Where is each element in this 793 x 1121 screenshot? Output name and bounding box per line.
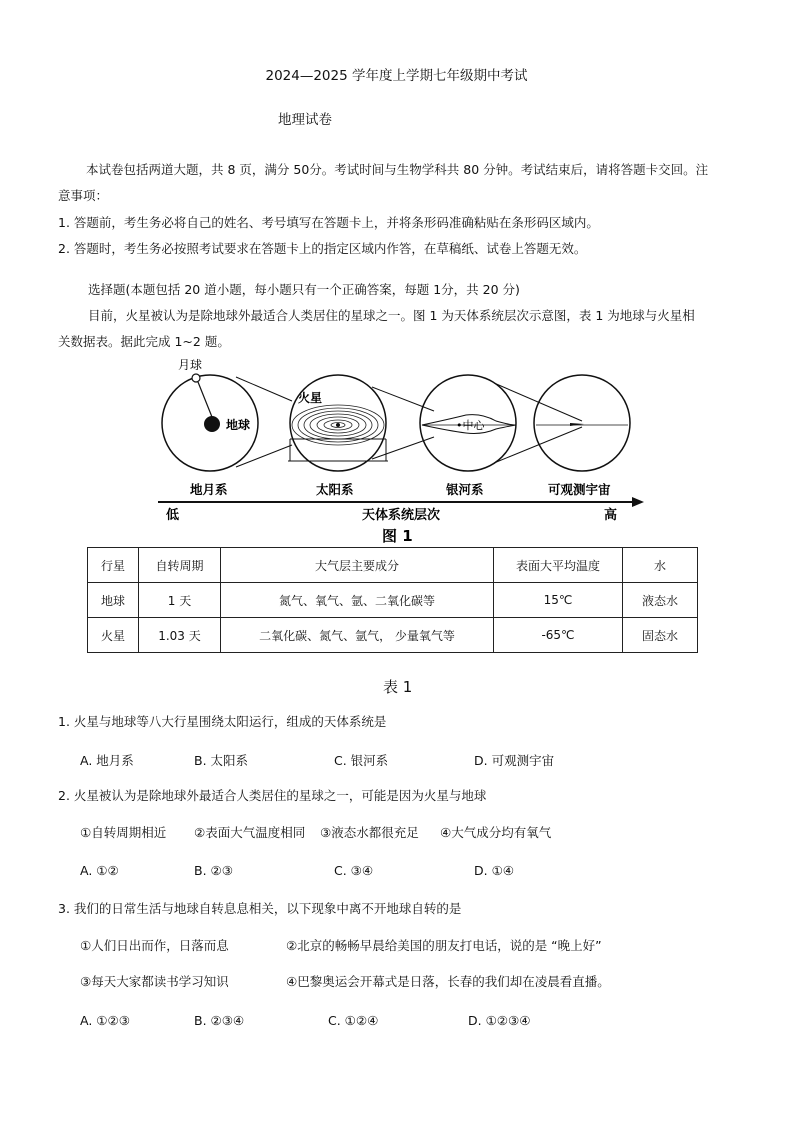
table-cell: 1 天 <box>139 583 221 618</box>
question-1-option-c: C. 银河系 <box>334 753 389 768</box>
question-3-option-d: D. ①②③④ <box>468 1013 531 1028</box>
question-3-option-a: A. ①②③ <box>80 1013 130 1028</box>
question-2-option-b: B. ②③ <box>194 863 233 878</box>
question-1-option-d: D. 可观测宇宙 <box>474 753 555 768</box>
table-header-cell: 水 <box>623 548 698 583</box>
section-intro-2: 关数据表。据此完成 1~2 题。 <box>58 334 230 349</box>
exam-subject: 地理试卷 <box>278 112 332 128</box>
question-2-stem: 2. 火星被认为是除地球外最适合人类居住的星球之一，可能是因为火星与地球 <box>58 788 487 803</box>
high-label: 高 <box>604 508 618 523</box>
question-2-statement-2: ②表面大气温度相同 <box>194 825 306 840</box>
question-3-statement-2: ②北京的畅畅早晨给美国的朋友打电话，说的是 “晚上好” <box>286 938 602 953</box>
milky-way-label: 银河系 <box>446 482 484 497</box>
table-cell: 1.03 天 <box>139 618 221 653</box>
table-row <box>88 583 698 618</box>
section-intro-1: 目前，火星被认为是除地球外最适合人类居住的星球之一。图 1 为天体系统层次示意图，表 1 为地球与火星相 <box>88 308 695 323</box>
table-cell: 二氧化碳、氮气、氩气， 少量氧气等 <box>221 618 494 653</box>
question-3-option-b: B. ②③④ <box>194 1013 245 1028</box>
table-cell: 氮气、氧气、氩、二氧化碳等 <box>221 583 494 618</box>
question-3-statement-4: ④巴黎奥运会开幕式是日落，长春的我们却在凌晨看直播。 <box>286 974 610 989</box>
table-caption: 表 1 <box>383 678 413 696</box>
moon-label: 月球 <box>178 358 203 372</box>
table-header-cell: 大气层主要成分 <box>221 548 494 583</box>
question-2-statement-3: ③液态水都很充足 <box>320 825 419 840</box>
table-cell: 固态水 <box>623 618 698 653</box>
mars-label: 火星 <box>298 391 323 405</box>
table-cell: 地球 <box>88 583 139 618</box>
planet-data-table <box>87 547 698 653</box>
question-1-option-a: A. 地月系 <box>80 753 134 768</box>
instructions-line-2: 意事项： <box>58 188 109 203</box>
exam-title: 2024—2025 学年度上学期七年级期中考试 <box>265 68 528 84</box>
celestial-system-diagram <box>150 355 650 547</box>
question-1-stem: 1. 火星与地球等八大行星围绕太阳运行，组成的天体系统是 <box>58 714 387 729</box>
instruction-item-1: 1. 答题前，考生务必将自己的姓名、考号填写在答题卡上，并将条形码准确粘贴在条形码区域内。 <box>58 215 599 230</box>
section-heading: 选择题(本题包括 20 道小题，每小题只有一个正确答案，每题 1分，共 20 分) <box>88 282 520 297</box>
galaxy-center-label: •中心 <box>456 419 485 432</box>
question-3-stem: 3. 我们的日常生活与地球自转息息相关，以下现象中离不开地球自转的是 <box>58 901 462 916</box>
question-2-option-c: C. ③④ <box>334 863 374 878</box>
earth-label: 地球 <box>226 418 251 432</box>
question-1-option-b: B. 太阳系 <box>194 753 249 768</box>
earth-moon-system-label: 地月系 <box>190 482 228 497</box>
question-2-option-d: D. ①④ <box>474 863 514 878</box>
question-2-statement-1: ①自转周期相近 <box>80 825 167 840</box>
table-header-cell: 自转周期 <box>139 548 221 583</box>
table-cell: 15℃ <box>494 583 623 618</box>
hierarchy-axis-label: 天体系统层次 <box>362 508 441 523</box>
question-2-option-a: A. ①② <box>80 863 119 878</box>
table-cell: -65℃ <box>494 618 623 653</box>
question-2-statement-4: ④大气成分均有氧气 <box>440 825 552 840</box>
instructions-line-1: 本试卷包括两道大题，共 8 页，满分 50分。考试时间与生物学科共 80 分钟。考试结束后，请将答题卡交回。注 <box>86 162 709 177</box>
table-header-cell: 表面大平均温度 <box>494 548 623 583</box>
low-label: 低 <box>166 508 180 523</box>
question-3-option-c: C. ①②④ <box>328 1013 379 1028</box>
figure-caption: 图 1 <box>382 527 413 545</box>
table-cell: 液态水 <box>623 583 698 618</box>
table-header-cell: 行星 <box>88 548 139 583</box>
moon-icon <box>192 374 200 382</box>
question-3-statement-1: ①人们日出而作，日落而息 <box>80 938 229 953</box>
instruction-item-2: 2. 答题时，考生务必按照考试要求在答题卡上的指定区域内作答，在草稿纸、试卷上答题无效。 <box>58 241 587 256</box>
question-3-statement-3: ③每天大家都读书学习知识 <box>80 974 229 989</box>
earth-icon <box>204 416 220 432</box>
solar-system-label: 太阳系 <box>316 482 354 497</box>
observable-universe-label: 可观测宇宙 <box>548 482 611 497</box>
table-header-row <box>88 548 698 583</box>
table-row <box>88 618 698 653</box>
arrow-right-icon <box>632 497 644 507</box>
table-cell: 火星 <box>88 618 139 653</box>
